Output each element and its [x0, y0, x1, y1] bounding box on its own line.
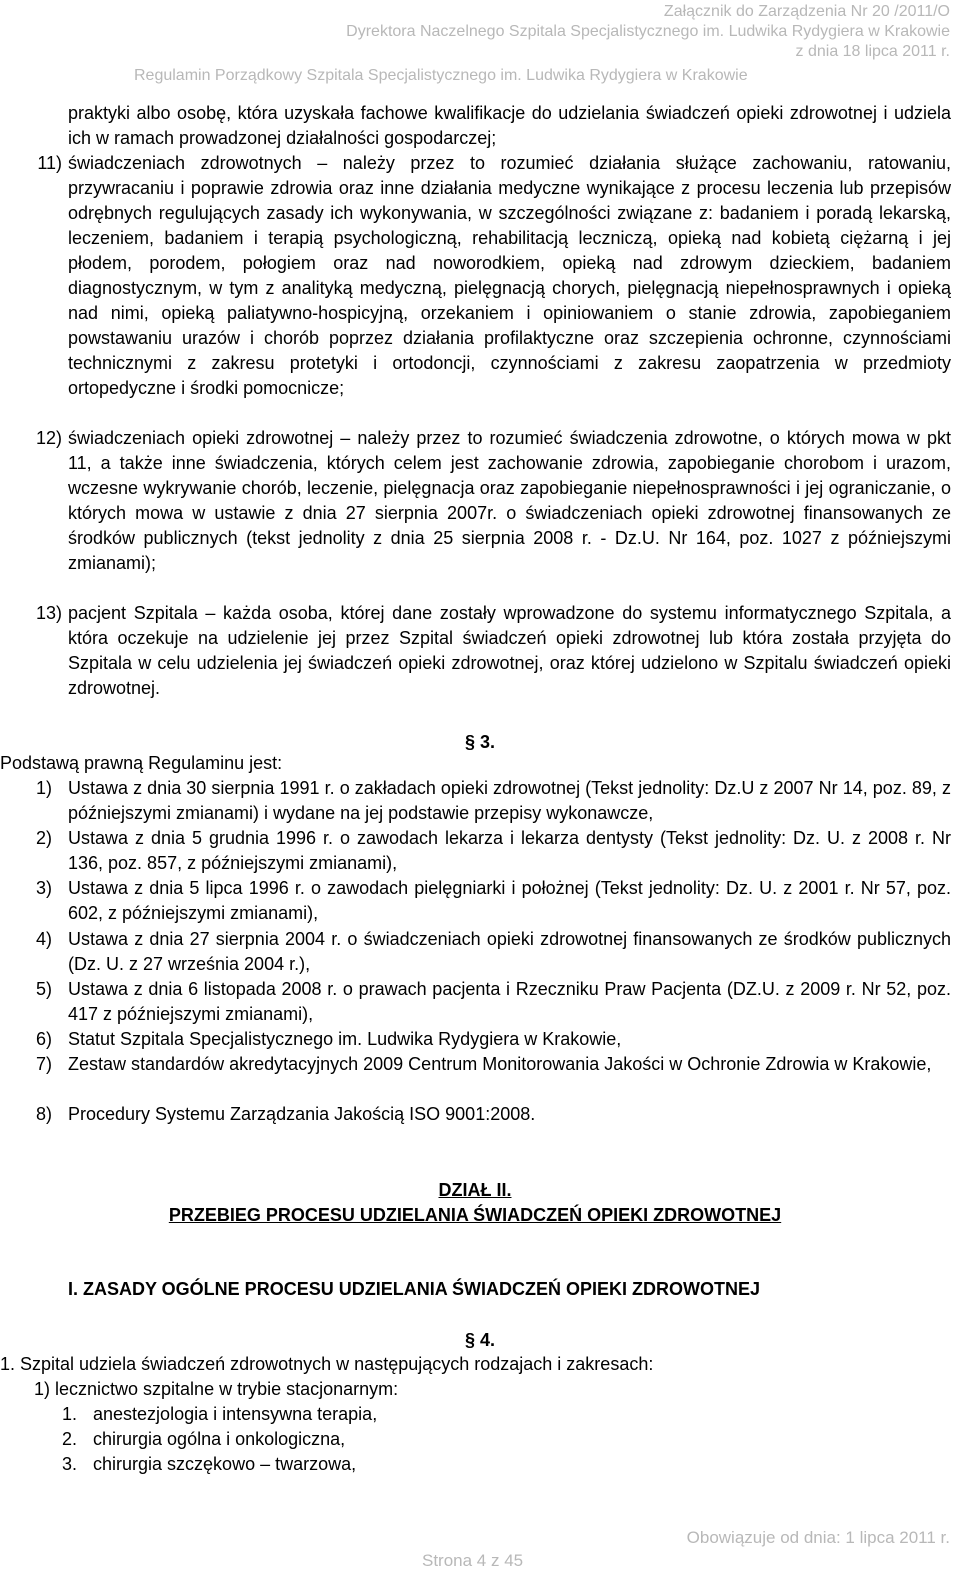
legal-basis-text: Ustawa z dnia 5 grudnia 1996 r. o zawodach lekarza i lekarza dentysty (Tekst jednolity: Dz. U. z 2008 r. Nr 136, poz. 857, z późniejszymi zmianami), [68, 828, 951, 873]
footer-effective-date: Obowiązuje od dnia: 1 lipca 2011 r. [686, 1528, 950, 1547]
section-4-paragraph-1: 1. Szpital udziela świadczeń zdrowotnych w następujących rodzajach i zakresach: [0, 1354, 654, 1374]
legal-basis-text: Ustawa z dnia 6 listopada 2008 r. o prawach pacjenta i Rzeczniku Praw Pacjenta (DZ.U. z 2009 r. Nr 52, poz. 417 z późniejszymi zmianami), [68, 979, 951, 1024]
header-director-line: Dyrektora Naczelnego Szpitala Specjalistycznego im. Ludwika Rydygiera w Krakowie [346, 23, 950, 40]
header-regulation-title: Regulamin Porządkowy Szpitala Specjalistycznego im. Ludwika Rydygiera w Krakowie [134, 67, 748, 84]
service-number: 2. [62, 1429, 78, 1449]
definition-number: 12) [35, 428, 62, 448]
continuation-paragraph: praktyki albo osobę, która uzyskała fachowe kwalifikacje do udzielania świadczeń opieki zdrowotnej i udziela ich w ramach prowadzonej działalności gospodarczej; [68, 103, 951, 148]
division-title: PRZEBIEG PROCESU UDZIELANIA ŚWIADCZEŃ OPIEKI ZDROWOTNEJ [168, 1205, 782, 1225]
footer-page-number: Strona 4 z 45 [422, 1551, 524, 1570]
service-number: 3. [62, 1454, 78, 1474]
service-number: 1. [62, 1404, 78, 1424]
service-list-item-3 [62, 1452, 356, 1477]
definition-text: świadczeniach opieki zdrowotnej – należy przez to rozumieć świadczenia zdrowotne, o których mowa w pkt 11, a także inne świadczenia, których celem jest zachowanie zdrowia, zapobieganie chorobom i urazom, wczesne wykrywanie chorób, leczenie, pielęgnacja oraz zapobieganie niepełnosprawności i jej ograniczanie, o których mowa w ustawie z dnia 27 sierpnia 2007r. o świadczeniach opieki zdrowotnej finansowanych ze środków publicznych (tekst jednolity z dnia 25 sierpnia 2008 r. - Dz.U. Nr 164, poz. 1027 z późniejszymi zmianami); [68, 428, 951, 573]
legal-basis-number: 2) [35, 828, 52, 848]
legal-basis-text: Ustawa z dnia 27 sierpnia 2004 r. o świadczeniach opieki zdrowotnej finansowanych ze środków publicznych (Dz. U. z 27 września 2004 r.), [68, 929, 951, 974]
legal-basis-number: 8) [35, 1104, 52, 1124]
definition-text: świadczeniach zdrowotnych – należy przez to rozumieć działania służące zachowaniu, ratowaniu, przywracaniu i poprawie zdrowia oraz inne działania medyczne wynikające z procesu leczenia lub przepisów odrębnych regulujących zasady ich wykonywania, w szczególności związane z: badaniem i poradą lekarską, leczeniem, badaniem i terapią psychologiczną, rehabilitacją leczniczą, opieką nad kobietą ciężarną i jej płodem, porodem, połogiem oraz nad noworodkiem, opieką nad zdrowym dzieckiem, badaniem diagnostycznym, w tym z analityką medyczną, pielęgnacją chorych, pielęgnacją niepełnosprawnych i opieką nad nimi, opieką paliatywno-hospicyjną, orzekaniem i opiniowaniem o stanie zdrowia, zapobieganiem powstawaniu urazów i chorób poprzez działania profilaktyczne oraz szczepienia ochronne, czynnościami technicznymi z zakresu protetyki i ortodoncji, czynnościami z zakresu zaopatrzenia w przedmioty ortopedyczne i środki pomocnicze; [68, 153, 951, 398]
legal-basis-text: Ustawa z dnia 5 lipca 1996 r. o zawodach pielęgniarki i położnej (Tekst jednolity: Dz. U. z 2001 r. Nr 57, poz. 602, z późniejszymi zmianami), [68, 878, 951, 923]
section-3-intro: Podstawą prawną Regulaminu jest: [0, 753, 283, 773]
legal-basis-text: Zestaw standardów akredytacyjnych 2009 Centrum Monitorowania Jakości w Ochronie Zdrowia w Krakowie, [68, 1054, 932, 1074]
legal-basis-text: Statut Szpitala Specjalistycznego im. Ludwika Rydygiera w Krakowie, [68, 1029, 622, 1049]
service-list-item-1 [62, 1402, 377, 1427]
service-name: chirurgia szczękowo – twarzowa, [93, 1454, 357, 1474]
legal-basis-number: 3) [35, 878, 52, 898]
legal-basis-number: 1) [35, 778, 52, 798]
legal-basis-number: 4) [35, 929, 52, 949]
section-4-subpoint-1: 1) lecznictwo szpitalne w trybie stacjonarnym: [34, 1379, 399, 1399]
service-name: anestezjologia i intensywna terapia, [93, 1404, 378, 1424]
division-label: DZIAŁ II. [438, 1180, 512, 1200]
legal-basis-number: 6) [35, 1029, 52, 1049]
legal-basis-number: 7) [35, 1054, 52, 1074]
section-3-heading: § 3. [464, 732, 496, 752]
definition-number: 11) [37, 153, 62, 173]
definition-number: 13) [35, 603, 62, 623]
header-date-line: z dnia 18 lipca 2011 r. [795, 43, 950, 60]
header-annex-line: Załącznik do Zarządzenia Nr 20 /2011/O [663, 3, 950, 20]
legal-basis-number: 5) [35, 979, 52, 999]
service-list-item-2 [62, 1427, 345, 1452]
legal-basis-text: Ustawa z dnia 30 sierpnia 1991 r. o zakładach opieki zdrowotnej (Tekst jednolity: Dz.U z 2007 Nr 14, poz. 89, z późniejszymi zmianami) i wydane na jej podstawie przepisy wykonawcze, [68, 778, 951, 823]
definition-text: pacjent Szpitala – każda osoba, której dane zostały wprowadzone do systemu informatycznego Szpitala, a która oczekuje na udzielenie jej przez Szpital świadczeń opieki zdrowotnej lub która została przyjęta do Szpitala w celu udzielenia jej świadczeń opieki zdrowotnej, oraz której udzielono w Szpitalu świadczeń opieki zdrowotnej. [68, 603, 951, 698]
section-4-heading: § 4. [464, 1330, 496, 1350]
legal-basis-text: Procedury Systemu Zarządzania Jakością ISO 9001:2008. [68, 1104, 536, 1124]
chapter-title: I. ZASADY OGÓLNE PROCESU UDZIELANIA ŚWIADCZEŃ OPIEKI ZDROWOTNEJ [68, 1279, 761, 1299]
service-name: chirurgia ogólna i onkologiczna, [93, 1429, 346, 1449]
